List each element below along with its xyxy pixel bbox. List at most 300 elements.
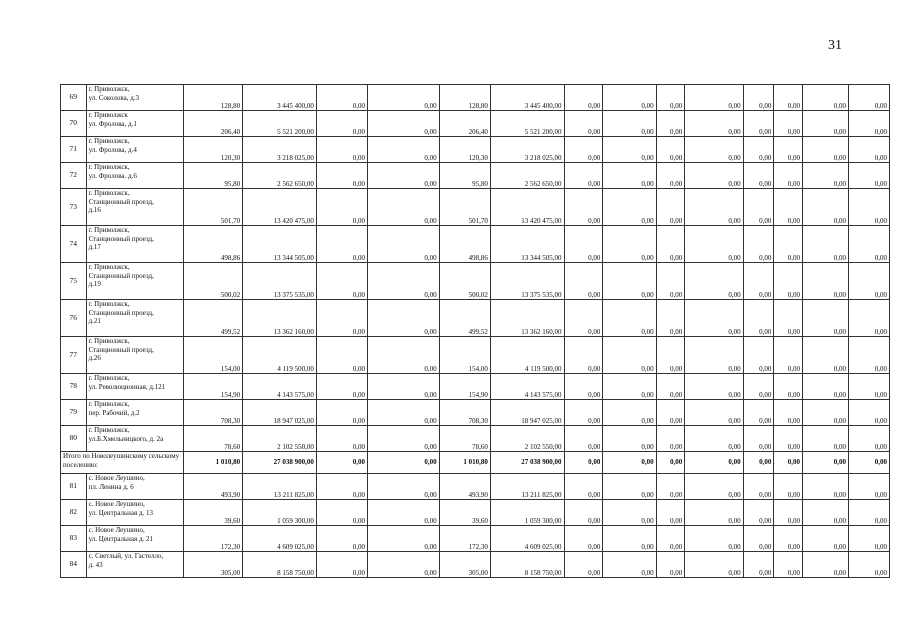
address-line: ул. Фролова. д.6	[88, 171, 137, 180]
c12-cell: 0,00	[774, 526, 803, 552]
c8-cell: 0,00	[603, 400, 656, 426]
c8-cell: 0,00	[603, 500, 656, 526]
c7-cell: 0,00	[564, 426, 603, 452]
c12-cell: 0,00	[774, 263, 803, 300]
settlement-area-cell: 501,70	[439, 189, 490, 226]
c13-cell: 0,00	[802, 474, 848, 500]
address-line: д.26	[88, 354, 101, 362]
row-number: 70	[61, 111, 87, 137]
c12-cell: 0,00	[774, 500, 803, 526]
area-sqm-cell: 493,90	[183, 474, 242, 500]
c13-cell: 0,00	[802, 300, 848, 337]
c13-cell: 0,00	[802, 526, 848, 552]
c7-cell: 0,00	[564, 85, 603, 111]
c9-cell: 0,00	[656, 552, 685, 578]
c10-cell: 0,00	[685, 85, 743, 111]
settlement-area-cell: 499,52	[439, 300, 490, 337]
total-cost-cell: 3 445 400,00	[243, 85, 317, 111]
settlement-cost-cell: 2 102 550,00	[490, 426, 564, 452]
total-cost-cell: 2 102 550,00	[243, 426, 317, 452]
address-line: ул. Фролова, д.1	[88, 119, 137, 128]
c12-cell: 0,00	[774, 111, 803, 137]
c14-cell: 0,00	[849, 137, 890, 163]
table-row	[61, 400, 890, 426]
region-share-cell: 0,00	[368, 226, 440, 263]
region-share-cell: 0,00	[368, 85, 440, 111]
total-row	[61, 452, 890, 474]
c8-cell: 0,00	[603, 189, 656, 226]
region-share-cell: 0,00	[368, 189, 440, 226]
c12-cell: 0,00	[774, 426, 803, 452]
c13-cell: 0,00	[802, 85, 848, 111]
c13-total: 0,00	[802, 452, 848, 474]
fund-share-cell: 0,00	[316, 374, 367, 400]
address-line: д. 43	[88, 560, 103, 569]
c13-cell: 0,00	[802, 189, 848, 226]
settlement-cost-cell: 13 375 535,00	[490, 263, 564, 300]
c10-cell: 0,00	[685, 474, 743, 500]
c11-cell: 0,00	[743, 137, 774, 163]
settlement-area-cell: 500,02	[439, 263, 490, 300]
settlement-cost-cell: 1 059 300,00	[490, 500, 564, 526]
row-number: 83	[61, 526, 87, 552]
c7-cell: 0,00	[564, 111, 603, 137]
c14-cell: 0,00	[849, 374, 890, 400]
address-line: Станционный проезд,	[88, 234, 154, 243]
c13-cell: 0,00	[802, 400, 848, 426]
c14-cell: 0,00	[849, 300, 890, 337]
c8-cell: 0,00	[603, 337, 656, 374]
settlement-cost-cell: 13 211 825,00	[490, 474, 564, 500]
total-cost-cell: 2 562 650,00	[243, 163, 317, 189]
settlement-cost-cell: 4 143 575,00	[490, 374, 564, 400]
c14-cell: 0,00	[849, 226, 890, 263]
total-cost-cell: 8 158 750,00	[243, 552, 317, 578]
region-share-cell: 0,00	[368, 137, 440, 163]
settlement-cost-cell: 18 947 025,00	[490, 400, 564, 426]
address-line: г. Приволжск,	[88, 337, 130, 345]
c7-cell: 0,00	[564, 374, 603, 400]
area-sqm-cell: 501,70	[183, 189, 242, 226]
settlement-area-total: 1 010,80	[439, 452, 490, 474]
address-cell	[86, 500, 183, 526]
c14-cell: 0,00	[849, 163, 890, 189]
c9-cell: 0,00	[656, 111, 685, 137]
area-sqm-cell: 154,00	[183, 337, 242, 374]
table-row	[61, 85, 890, 111]
c8-cell: 0,00	[603, 163, 656, 189]
c13-cell: 0,00	[802, 137, 848, 163]
total-cost-cell: 13 344 505,00	[243, 226, 317, 263]
c12-cell: 0,00	[774, 337, 803, 374]
c12-cell: 0,00	[774, 137, 803, 163]
settlement-cost-cell: 3 445 400,00	[490, 85, 564, 111]
area-sqm-cell: 206,40	[183, 111, 242, 137]
region-share-cell: 0,00	[368, 374, 440, 400]
c11-total: 0,00	[743, 452, 774, 474]
settlement-area-cell: 154,00	[439, 337, 490, 374]
address-line: г. Приволжск,	[88, 263, 130, 271]
settlement-area-cell: 154,90	[439, 374, 490, 400]
address-cell	[86, 337, 183, 374]
settlement-cost-cell: 5 521 200,00	[490, 111, 564, 137]
c9-cell: 0,00	[656, 526, 685, 552]
address-line: ул. Центральная д. 21	[88, 534, 154, 543]
c7-cell: 0,00	[564, 226, 603, 263]
area-sqm-cell: 499,52	[183, 300, 242, 337]
c8-cell: 0,00	[603, 226, 656, 263]
table-row	[61, 552, 890, 578]
c9-cell: 0,00	[656, 500, 685, 526]
area-sqm-cell: 39,60	[183, 500, 242, 526]
c10-cell: 0,00	[685, 300, 743, 337]
c11-cell: 0,00	[743, 337, 774, 374]
fund-share-cell: 0,00	[316, 300, 367, 337]
c11-cell: 0,00	[743, 189, 774, 226]
row-number: 78	[61, 374, 87, 400]
address-line: г. Приволжск,	[88, 85, 130, 93]
total-cost-cell: 5 521 200,00	[243, 111, 317, 137]
c7-cell: 0,00	[564, 474, 603, 500]
c12-cell: 0,00	[774, 163, 803, 189]
address-line: с. Новое Леушино,	[88, 474, 145, 482]
region-share-cell: 0,00	[368, 500, 440, 526]
region-share-cell: 0,00	[368, 337, 440, 374]
c14-cell: 0,00	[849, 189, 890, 226]
address-cell	[86, 474, 183, 500]
c14-cell: 0,00	[849, 85, 890, 111]
address-line: г. Приволжск,	[88, 163, 130, 171]
address-line: ул. Соколова, д.3	[88, 93, 140, 102]
address-line: Станционный проезд,	[88, 308, 154, 317]
table-row	[61, 163, 890, 189]
c13-cell: 0,00	[802, 426, 848, 452]
c9-cell: 0,00	[656, 300, 685, 337]
c10-cell: 0,00	[685, 337, 743, 374]
address-cell	[86, 85, 183, 111]
row-number: 84	[61, 552, 87, 578]
address-line: д.19	[88, 280, 101, 288]
settlement-cost-cell: 2 562 650,00	[490, 163, 564, 189]
c14-cell: 0,00	[849, 263, 890, 300]
area-sqm-cell: 154,90	[183, 374, 242, 400]
c9-cell: 0,00	[656, 374, 685, 400]
c11-cell: 0,00	[743, 374, 774, 400]
total-cost-cell: 13 420 475,00	[243, 189, 317, 226]
row-number: 81	[61, 474, 87, 500]
address-line: с. Светлый, ул. Гастелло,	[88, 552, 164, 560]
c8-cell: 0,00	[603, 111, 656, 137]
fund-share-total: 0,00	[316, 452, 367, 474]
row-number: 77	[61, 337, 87, 374]
settlement-cost-total: 27 038 900,00	[490, 452, 564, 474]
c9-cell: 0,00	[656, 337, 685, 374]
c8-cell: 0,00	[603, 137, 656, 163]
settlement-cost-cell: 13 344 505,00	[490, 226, 564, 263]
c11-cell: 0,00	[743, 500, 774, 526]
row-number: 79	[61, 400, 87, 426]
table-row	[61, 526, 890, 552]
address-line: Станционный проезд,	[88, 271, 154, 280]
c11-cell: 0,00	[743, 163, 774, 189]
c9-cell: 0,00	[656, 189, 685, 226]
address-cell	[86, 526, 183, 552]
c10-cell: 0,00	[685, 111, 743, 137]
settlement-area-cell: 78,60	[439, 426, 490, 452]
address-line: г. Приволжск,	[88, 426, 130, 434]
region-share-total: 0,00	[368, 452, 440, 474]
c7-cell: 0,00	[564, 552, 603, 578]
c11-cell: 0,00	[743, 226, 774, 263]
c11-cell: 0,00	[743, 400, 774, 426]
settlement-cost-cell: 8 158 750,00	[490, 552, 564, 578]
area-sqm-cell: 95,80	[183, 163, 242, 189]
c13-cell: 0,00	[802, 226, 848, 263]
c13-cell: 0,00	[802, 163, 848, 189]
region-share-cell: 0,00	[368, 111, 440, 137]
fund-share-cell: 0,00	[316, 163, 367, 189]
table-row	[61, 137, 890, 163]
total-cost-cell: 13 375 535,00	[243, 263, 317, 300]
c10-cell: 0,00	[685, 263, 743, 300]
c9-cell: 0,00	[656, 426, 685, 452]
fund-share-cell: 0,00	[316, 400, 367, 426]
address-line: ул.Б.Хмельницкого, д. 2а	[88, 434, 164, 443]
address-cell	[86, 400, 183, 426]
region-share-cell: 0,00	[368, 163, 440, 189]
address-cell	[86, 374, 183, 400]
fund-share-cell: 0,00	[316, 526, 367, 552]
address-cell	[86, 163, 183, 189]
c14-cell: 0,00	[849, 500, 890, 526]
region-share-cell: 0,00	[368, 263, 440, 300]
c10-cell: 0,00	[685, 552, 743, 578]
total-cost-cell: 3 218 025,00	[243, 137, 317, 163]
address-line: Станционный проезд,	[88, 345, 154, 354]
area-sqm-cell: 120,30	[183, 137, 242, 163]
table-row	[61, 300, 890, 337]
c11-cell: 0,00	[743, 474, 774, 500]
c10-cell: 0,00	[685, 226, 743, 263]
c14-cell: 0,00	[849, 526, 890, 552]
settlement-area-cell: 708,30	[439, 400, 490, 426]
fund-share-cell: 0,00	[316, 263, 367, 300]
c10-cell: 0,00	[685, 163, 743, 189]
row-number: 75	[61, 263, 87, 300]
c8-cell: 0,00	[603, 552, 656, 578]
address-line: ул. Революционная, д.121	[88, 382, 166, 391]
c9-cell: 0,00	[656, 474, 685, 500]
address-line: ул. Фролова, д.4	[88, 145, 137, 154]
row-number: 71	[61, 137, 87, 163]
c10-cell: 0,00	[685, 400, 743, 426]
settlement-area-cell: 498,86	[439, 226, 490, 263]
address-cell	[86, 226, 183, 263]
c10-cell: 0,00	[685, 189, 743, 226]
row-number: 80	[61, 426, 87, 452]
c7-total: 0,00	[564, 452, 603, 474]
c7-cell: 0,00	[564, 263, 603, 300]
row-number: 73	[61, 189, 87, 226]
address-line: г. Приволжск,	[88, 400, 130, 408]
table-row	[61, 426, 890, 452]
total-cost-cell: 13 362 160,00	[243, 300, 317, 337]
fund-share-cell: 0,00	[316, 552, 367, 578]
c11-cell: 0,00	[743, 263, 774, 300]
region-share-cell: 0,00	[368, 552, 440, 578]
fund-share-cell: 0,00	[316, 189, 367, 226]
c12-cell: 0,00	[774, 374, 803, 400]
total-cost-cell: 13 211 825,00	[243, 474, 317, 500]
c9-total: 0,00	[656, 452, 685, 474]
c12-cell: 0,00	[774, 474, 803, 500]
settlement-area-cell: 39,60	[439, 500, 490, 526]
region-share-cell: 0,00	[368, 526, 440, 552]
settlement-cost-cell: 4 609 025,00	[490, 526, 564, 552]
c8-cell: 0,00	[603, 474, 656, 500]
fund-share-cell: 0,00	[316, 500, 367, 526]
settlement-area-cell: 493,90	[439, 474, 490, 500]
row-number: 74	[61, 226, 87, 263]
address-cell	[86, 426, 183, 452]
table-row	[61, 111, 890, 137]
settlement-cost-cell: 4 119 500,00	[490, 337, 564, 374]
address-line: д.21	[88, 317, 101, 325]
c12-cell: 0,00	[774, 189, 803, 226]
c8-cell: 0,00	[603, 85, 656, 111]
table-row	[61, 374, 890, 400]
row-number: 69	[61, 85, 87, 111]
total-cost-cell: 4 143 575,00	[243, 374, 317, 400]
table-row	[61, 226, 890, 263]
region-share-cell: 0,00	[368, 474, 440, 500]
c7-cell: 0,00	[564, 300, 603, 337]
c10-cell: 0,00	[685, 526, 743, 552]
housing-table	[60, 84, 890, 578]
c9-cell: 0,00	[656, 226, 685, 263]
c7-cell: 0,00	[564, 189, 603, 226]
settlement-cost-cell: 13 420 475,00	[490, 189, 564, 226]
settlement-cost-cell: 3 218 025,00	[490, 137, 564, 163]
settlement-area-cell: 95,80	[439, 163, 490, 189]
address-line: г. Приволжск,	[88, 226, 130, 234]
settlement-cost-cell: 13 362 160,00	[490, 300, 564, 337]
c10-cell: 0,00	[685, 500, 743, 526]
c9-cell: 0,00	[656, 85, 685, 111]
c8-cell: 0,00	[603, 426, 656, 452]
c8-total: 0,00	[603, 452, 656, 474]
c12-total: 0,00	[774, 452, 803, 474]
c11-cell: 0,00	[743, 552, 774, 578]
address-line: г. Приволжск,	[88, 300, 130, 308]
total-cost-cell: 4 609 025,00	[243, 526, 317, 552]
row-number: 82	[61, 500, 87, 526]
c11-cell: 0,00	[743, 526, 774, 552]
page-number: 31	[828, 38, 842, 53]
c11-cell: 0,00	[743, 85, 774, 111]
c14-cell: 0,00	[849, 337, 890, 374]
c10-total: 0,00	[685, 452, 743, 474]
area-sqm-cell: 498,86	[183, 226, 242, 263]
table-row	[61, 263, 890, 300]
address-line: с. Новое Леушино,	[88, 526, 145, 534]
c14-total: 0,00	[849, 452, 890, 474]
fund-share-cell: 0,00	[316, 337, 367, 374]
row-number: 72	[61, 163, 87, 189]
address-line: г. Приволжск	[88, 111, 128, 119]
area-sqm-cell: 305,00	[183, 552, 242, 578]
fund-share-cell: 0,00	[316, 474, 367, 500]
total-label: Итого по Новолеушинскому сельскому поселению:	[61, 452, 184, 474]
c7-cell: 0,00	[564, 337, 603, 374]
c13-cell: 0,00	[802, 111, 848, 137]
c14-cell: 0,00	[849, 400, 890, 426]
address-line: г. Приволжск,	[88, 189, 130, 197]
table-row	[61, 337, 890, 374]
area-sqm-cell: 78,60	[183, 426, 242, 452]
settlement-area-cell: 172,30	[439, 526, 490, 552]
c11-cell: 0,00	[743, 426, 774, 452]
address-cell	[86, 189, 183, 226]
c8-cell: 0,00	[603, 374, 656, 400]
region-share-cell: 0,00	[368, 426, 440, 452]
c13-cell: 0,00	[802, 374, 848, 400]
c11-cell: 0,00	[743, 300, 774, 337]
address-line: д.17	[88, 243, 101, 251]
region-share-cell: 0,00	[368, 400, 440, 426]
c8-cell: 0,00	[603, 300, 656, 337]
address-line: г. Приволжск,	[88, 374, 130, 382]
area-sqm-cell: 172,30	[183, 526, 242, 552]
address-line: д.16	[88, 206, 101, 214]
address-line: пл. Ленина д. 6	[88, 482, 134, 491]
c9-cell: 0,00	[656, 400, 685, 426]
address-line: Станционный проезд,	[88, 197, 154, 206]
c13-cell: 0,00	[802, 500, 848, 526]
address-cell	[86, 300, 183, 337]
c13-cell: 0,00	[802, 337, 848, 374]
area-sqm-total: 1 010,80	[183, 452, 242, 474]
area-sqm-cell: 708,30	[183, 400, 242, 426]
total-cost-cell: 4 119 500,00	[243, 337, 317, 374]
region-share-cell: 0,00	[368, 300, 440, 337]
total-cost-total: 27 038 900,00	[243, 452, 317, 474]
settlement-area-cell: 128,80	[439, 85, 490, 111]
c7-cell: 0,00	[564, 526, 603, 552]
c10-cell: 0,00	[685, 137, 743, 163]
address-line: г. Приволжск,	[88, 137, 130, 145]
c14-cell: 0,00	[849, 474, 890, 500]
row-number: 76	[61, 300, 87, 337]
total-cost-cell: 18 947 025,00	[243, 400, 317, 426]
settlement-area-cell: 206,40	[439, 111, 490, 137]
fund-share-cell: 0,00	[316, 426, 367, 452]
c12-cell: 0,00	[774, 552, 803, 578]
c9-cell: 0,00	[656, 163, 685, 189]
c10-cell: 0,00	[685, 374, 743, 400]
area-sqm-cell: 500,02	[183, 263, 242, 300]
c12-cell: 0,00	[774, 300, 803, 337]
address-cell	[86, 552, 183, 578]
address-cell	[86, 111, 183, 137]
address-cell	[86, 137, 183, 163]
c11-cell: 0,00	[743, 111, 774, 137]
total-cost-cell: 1 059 300,00	[243, 500, 317, 526]
fund-share-cell: 0,00	[316, 226, 367, 263]
c9-cell: 0,00	[656, 263, 685, 300]
c7-cell: 0,00	[564, 137, 603, 163]
c8-cell: 0,00	[603, 526, 656, 552]
